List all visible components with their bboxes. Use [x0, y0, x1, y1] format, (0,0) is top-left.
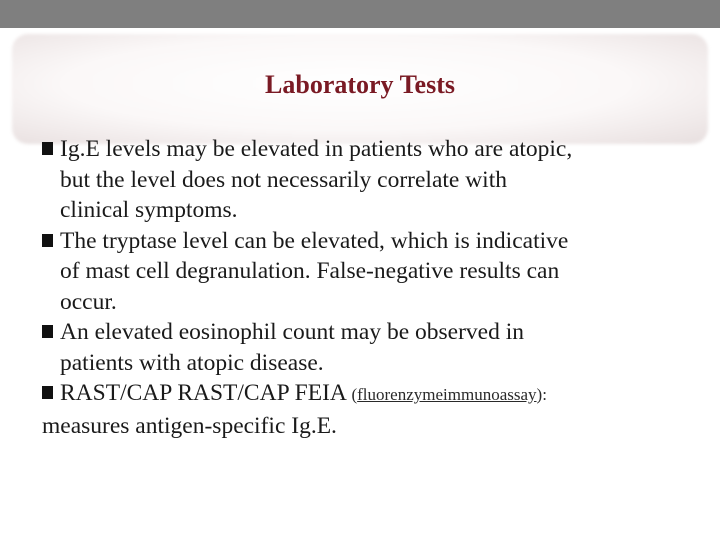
paren-open: ( — [351, 385, 358, 404]
bullet-item-ige — [42, 134, 682, 226]
square-bullet-icon — [42, 234, 53, 247]
bullet-line: occur. — [60, 288, 117, 315]
bullet-line: The tryptase level can be elevated, which is indicative — [60, 227, 569, 254]
fluorenzymeimmunoassay-link[interactable]: fluorenzymeimmunoassay — [357, 385, 537, 404]
slide — [0, 28, 720, 540]
bullet-line: measures antigen-specific Ig.E. — [42, 412, 337, 439]
slide-title-text: Laboratory Tests — [265, 70, 455, 99]
bullet-item-eosinophil — [42, 317, 682, 378]
rast-text: RAST/CAP — [60, 380, 178, 406]
bullet-line: clinical symptoms. — [60, 197, 238, 223]
slide-title — [0, 70, 720, 100]
square-bullet-icon — [42, 142, 53, 155]
bullet-line — [42, 380, 547, 406]
bullet-list — [42, 134, 682, 441]
bullet-line: of mast cell degranulation. False-negative results can — [60, 258, 560, 284]
bullet-line: An elevated eosinophil count may be observed in — [60, 319, 524, 345]
paren-close: ): — [536, 385, 547, 404]
square-bullet-icon — [42, 325, 53, 338]
square-bullet-icon — [42, 386, 53, 399]
bullet-item-rast — [42, 378, 682, 441]
rast-feia-text: RAST/CAP FEIA — [177, 380, 352, 406]
bullet-item-tryptase — [42, 226, 682, 318]
bullet-line: but the level does not necessarily correlate with — [60, 166, 507, 193]
bullet-line: patients with atopic disease. — [60, 349, 324, 376]
top-bar — [0, 0, 720, 28]
bullet-line: Ig.E levels may be elevated in patients who are atopic, — [60, 136, 573, 162]
